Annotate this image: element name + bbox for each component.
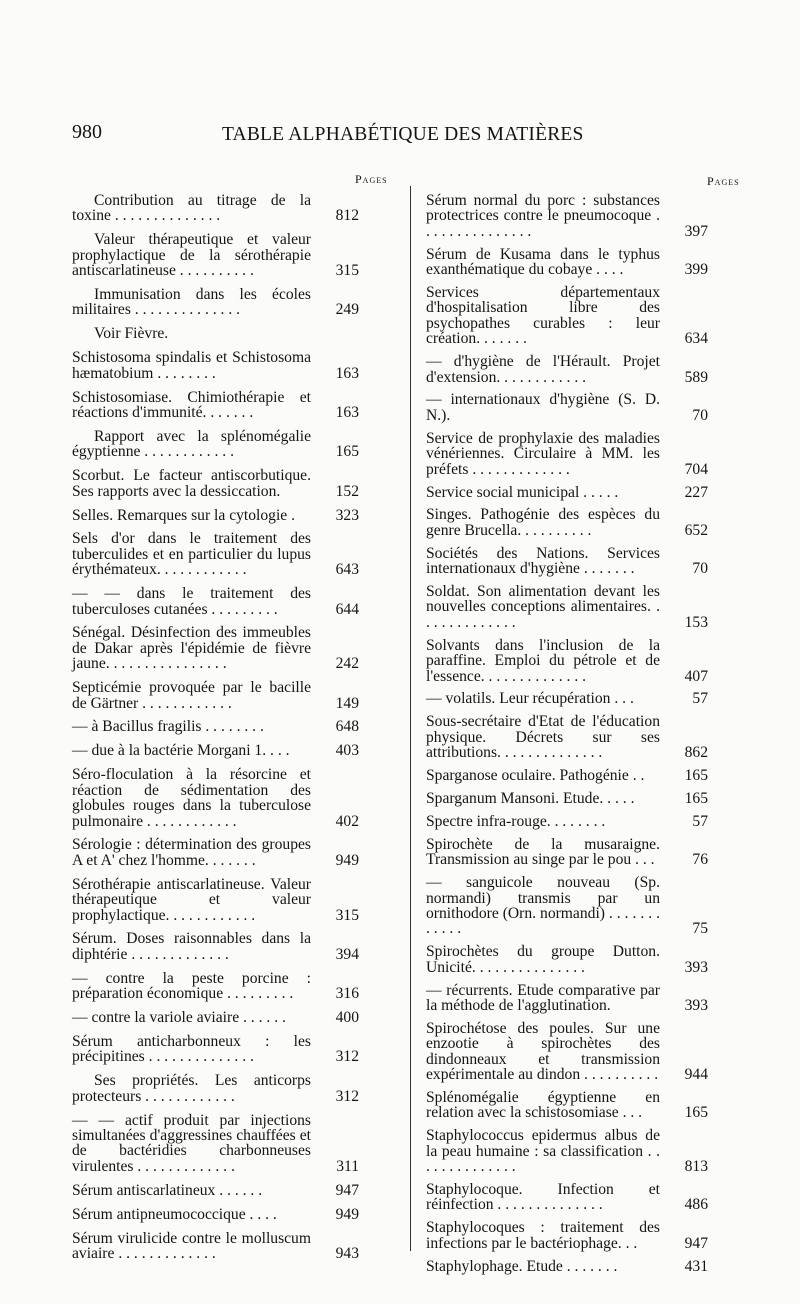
index-entry bbox=[426, 1220, 708, 1251]
entry-page-number: 943 bbox=[335, 1244, 359, 1262]
index-entry bbox=[426, 392, 708, 423]
entry-text: Séro-floculation à la résorcine et réaction de sédimentation des globules rouges dans la tuberculose pulmonaire . . . . . . . . . . . . bbox=[72, 766, 311, 830]
entry-page-number: 315 bbox=[335, 906, 359, 924]
index-entry bbox=[72, 531, 359, 577]
entry-text: Rapport avec la splénomégalie égyptienne . . . . . . . . . . . . bbox=[72, 427, 311, 461]
index-entry bbox=[72, 468, 359, 499]
index-entry bbox=[72, 680, 359, 711]
index-entry bbox=[426, 1182, 708, 1213]
entry-page-number: 165 bbox=[684, 1104, 708, 1122]
entry-page-number: 812 bbox=[335, 207, 359, 225]
entry-page-number: 589 bbox=[684, 368, 708, 386]
entry-page-number: 323 bbox=[335, 506, 359, 524]
entry-page-number: 227 bbox=[684, 483, 708, 501]
entry-page-number: 402 bbox=[335, 812, 359, 830]
entry-text: Spirochétose des poules. Sur une enzootie à spirochètes des dindonneaux et transmission expérimentale au dindon . . . . . . . . . . bbox=[426, 1019, 660, 1084]
index-entry bbox=[72, 1231, 359, 1262]
index-entry bbox=[72, 931, 359, 962]
entry-page-number: 249 bbox=[335, 301, 359, 319]
entry-text: Sous-secrétaire d'Etat de l'éducation physique. Décrets sur ses attributions. . . . . . . . . . . . . . bbox=[426, 713, 660, 762]
entry-text: Services départementaux d'hospitalisation libre des psychopathes curables : leur création. . . . . . . bbox=[426, 284, 660, 348]
entry-page-number: 648 bbox=[335, 718, 359, 736]
index-entry bbox=[72, 837, 359, 868]
index-entry bbox=[426, 193, 708, 239]
index-entry bbox=[72, 1010, 359, 1025]
pages-column-heading-left: Pages bbox=[355, 172, 388, 186]
entry-text: Staphylococcus epidermus albus de la peau humaine : sa classification . . . . . . . . . . . . . . bbox=[426, 1127, 660, 1176]
entry-text: Soldat. Son alimentation devant les nouvelles conceptions alimentaires. . . . . . . . . . . . . . bbox=[426, 583, 660, 631]
entry-page-number: 652 bbox=[684, 521, 708, 539]
entry-page-number: 311 bbox=[336, 1157, 359, 1175]
index-entry bbox=[72, 625, 359, 671]
entry-page-number: 75 bbox=[692, 920, 708, 938]
index-entry bbox=[72, 232, 359, 278]
index-column-right bbox=[426, 193, 708, 1282]
entry-text: Sérum normal du porc : substances protectrices contre le pneumocoque . . . . . . . . . . . . . . . bbox=[426, 192, 660, 240]
entry-page-number: 152 bbox=[335, 482, 359, 500]
entry-text: Sels d'or dans le traitement des tuberculides et en particulier du lupus érythémateux. . . . . . . . . . . . bbox=[72, 530, 311, 579]
entry-page-number: 949 bbox=[335, 1205, 359, 1223]
entry-text: Sérum anticharbonneux : les précipitines . . . . . . . . . . . . . . bbox=[72, 1032, 311, 1066]
entry-text: — à Bacillus fragilis . . . . . . . . bbox=[72, 718, 264, 736]
entry-text: Ses propriétés. Les anticorps protecteurs . . . . . . . . . . . . bbox=[72, 1072, 311, 1105]
entry-text: Sérum antiscarlatineux . . . . . . bbox=[72, 1181, 263, 1199]
page-title: TABLE ALPHABÉTIQUE DES MATIÈRES bbox=[222, 124, 584, 145]
entry-text: Service de prophylaxie des maladies vénériennes. Circulaire à MM. les préfets . . . . . . . . . . . . . bbox=[426, 429, 660, 478]
entry-text: Voir Fièvre. bbox=[94, 325, 169, 343]
index-entry bbox=[426, 485, 708, 500]
entry-page-number: 316 bbox=[335, 985, 359, 1003]
index-entry bbox=[426, 814, 708, 829]
entry-text: Staphylocoque. Infection et réinfection . . . . . . . . . . . . . . bbox=[426, 1181, 660, 1214]
entry-text: — internationaux d'hygiène (S. D. N.). bbox=[426, 391, 660, 424]
entry-text: — due à la bactérie Morgani 1. . . . bbox=[72, 742, 290, 760]
entry-text: — contre la peste porcine : préparation économique . . . . . . . . . bbox=[72, 969, 311, 1003]
entry-page-number: 57 bbox=[692, 812, 708, 830]
entry-page-number: 486 bbox=[684, 1196, 708, 1214]
entry-page-number: 165 bbox=[335, 443, 359, 461]
entry-page-number: 70 bbox=[692, 406, 708, 424]
index-entry bbox=[72, 877, 359, 923]
index-entry bbox=[72, 1073, 359, 1104]
column-divider bbox=[410, 186, 411, 1251]
entry-page-number: 315 bbox=[335, 262, 359, 280]
entry-text: — d'hygiène de l'Hérault. Projet d'extension. . . . . . . . . . . . bbox=[426, 353, 660, 386]
entry-page-number: 76 bbox=[692, 851, 708, 869]
entry-page-number: 643 bbox=[335, 561, 359, 579]
entry-page-number: 944 bbox=[684, 1066, 708, 1084]
entry-page-number: 393 bbox=[684, 996, 708, 1014]
index-entry bbox=[72, 508, 359, 523]
entry-text: — — dans le traitement des tuberculoses cutanées . . . . . . . . . bbox=[72, 585, 311, 618]
entry-page-number: 949 bbox=[335, 851, 359, 869]
index-entry bbox=[426, 584, 708, 630]
entry-text: Service social municipal . . . . . bbox=[426, 483, 619, 501]
index-entry bbox=[426, 714, 708, 760]
entry-page-number: 399 bbox=[684, 261, 708, 279]
entry-text: — volatils. Leur récupération . . . bbox=[426, 690, 634, 708]
index-entry bbox=[426, 507, 708, 538]
entry-text: Solvants dans l'inclusion de la paraffine. Emploi du pétrole et de l'essence. . . . . . . . . . . . . . bbox=[426, 636, 660, 685]
entry-text: Scorbut. Le facteur antiscorbutique. Ses rapports avec la dessiccation. bbox=[72, 467, 311, 500]
index-entry bbox=[72, 971, 359, 1002]
index-entry bbox=[426, 944, 708, 975]
entry-text: Staphylophage. Etude . . . . . . . bbox=[426, 1257, 618, 1275]
entry-text: — sanguicole nouveau (Sp. normandi) transmis par un ornithodore (Orn. normandi) . . . . . . . . . . . . bbox=[426, 874, 660, 938]
index-entry bbox=[426, 431, 708, 477]
entry-text: — — actif produit par injections simultanées d'aggressines chauffées et de bactéridies charbonneuses virulentes . . . . . . . . . . . . . bbox=[72, 1111, 311, 1175]
entry-text: Schistosoma spindalis et Schistosoma hæmatobium . . . . . . . . bbox=[72, 349, 311, 382]
index-entry bbox=[426, 1128, 708, 1174]
index-entry bbox=[72, 326, 359, 341]
entry-text: Sérologie : détermination des groupes A et A' chez l'homme. . . . . . . bbox=[72, 836, 311, 869]
entry-text: Contribution au titrage de la toxine . . . . . . . . . . . . . . bbox=[72, 192, 311, 225]
entry-text: Splénomégalie égyptienne en relation avec la schistosomiase . . . bbox=[426, 1089, 660, 1122]
entry-text: Immunisation dans les écoles militaires . . . . . . . . . . . . . . bbox=[72, 286, 311, 319]
entry-page-number: 634 bbox=[684, 330, 708, 348]
index-entry bbox=[72, 743, 359, 758]
entry-text: Spirochète de la musaraigne. Transmission au singe par le pou . . . bbox=[426, 835, 660, 869]
entry-text: Staphylocoques : traitement des infections par le bactériophage. . . bbox=[426, 1219, 660, 1252]
entry-page-number: 813 bbox=[684, 1158, 708, 1176]
entry-text: Sociétés des Nations. Services internationaux d'hygiène . . . . . . . bbox=[426, 544, 660, 578]
index-entry bbox=[426, 1090, 708, 1121]
entry-text: Sérum antipneumococcique . . . . bbox=[72, 1205, 277, 1223]
entry-page-number: 70 bbox=[692, 560, 708, 578]
pages-column-heading-right: Pages bbox=[707, 174, 740, 188]
index-entry bbox=[426, 247, 708, 278]
index-entry bbox=[72, 719, 359, 734]
entry-page-number: 163 bbox=[335, 403, 359, 421]
entry-text: Spectre infra-rouge. . . . . . . . bbox=[426, 812, 606, 830]
entry-text: Sénégal. Désinfection des immeubles de Dakar après l'épidémie de fièvre jaune. . . . . . . . . . . . . . . . bbox=[72, 624, 311, 673]
index-entry bbox=[426, 354, 708, 385]
index-entry bbox=[72, 1207, 359, 1222]
entry-page-number: 165 bbox=[684, 790, 708, 807]
entry-page-number: 163 bbox=[335, 364, 359, 382]
index-entry bbox=[72, 767, 359, 829]
entry-text: — contre la variole aviaire . . . . . . bbox=[72, 1009, 286, 1027]
index-entry bbox=[426, 791, 708, 806]
index-entry bbox=[426, 875, 708, 937]
entry-text: Sparganose oculaire. Pathogénie . . bbox=[426, 767, 645, 785]
entry-page-number: 312 bbox=[335, 1048, 359, 1066]
entry-text: Septicémie provoquée par le bacille de Gärtner . . . . . . . . . . . . bbox=[72, 679, 311, 712]
index-entry bbox=[72, 429, 359, 460]
index-entry bbox=[426, 1259, 708, 1274]
entry-text: Schistosomiase. Chimiothérapie et réactions d'immunité. . . . . . . bbox=[72, 388, 311, 421]
entry-page-number: 153 bbox=[684, 613, 708, 631]
entry-page-number: 431 bbox=[684, 1257, 708, 1275]
entry-page-number: 312 bbox=[335, 1087, 359, 1105]
index-entry bbox=[72, 1183, 359, 1198]
entry-page-number: 394 bbox=[335, 945, 359, 963]
entry-text: Sérum. Doses raisonnables dans la diphtérie . . . . . . . . . . . . . bbox=[72, 930, 311, 963]
entry-text: Spirochètes du groupe Dutton. Unicité. . . . . . . . . . . . . . . bbox=[426, 943, 660, 976]
entry-text: Sparganum Mansoni. Etude. . . . . bbox=[426, 790, 635, 807]
entry-page-number: 862 bbox=[684, 744, 708, 762]
entry-text: Sérum de Kusama dans le typhus exanthématique du cobaye . . . . bbox=[426, 245, 660, 279]
index-entry bbox=[426, 983, 708, 1014]
entry-text: Sérum virulicide contre le molluscum aviaire . . . . . . . . . . . . . bbox=[72, 1229, 311, 1262]
index-entry bbox=[426, 691, 708, 706]
entry-page-number: 644 bbox=[335, 600, 359, 618]
index-entry bbox=[426, 546, 708, 577]
entry-page-number: 165 bbox=[684, 767, 708, 785]
entry-page-number: 242 bbox=[335, 655, 359, 673]
index-entry bbox=[72, 1113, 359, 1175]
entry-page-number: 947 bbox=[684, 1234, 708, 1252]
entry-page-number: 704 bbox=[684, 460, 708, 478]
entry-text: Sérothérapie antiscarlatineuse. Valeur thérapeutique et valeur prophylactique. . . . . . . . . . . . bbox=[72, 875, 311, 924]
index-entry bbox=[72, 586, 359, 617]
entry-page-number: 397 bbox=[684, 222, 708, 240]
index-entry bbox=[72, 287, 359, 318]
entry-page-number: 403 bbox=[335, 742, 359, 760]
entry-page-number: 149 bbox=[335, 694, 359, 712]
entry-page-number: 393 bbox=[684, 958, 708, 976]
entry-text: Selles. Remarques sur la cytologie . bbox=[72, 506, 296, 524]
index-entry bbox=[426, 285, 708, 347]
entry-text: Singes. Pathogénie des espèces du genre Brucella. . . . . . . . . . bbox=[426, 506, 660, 539]
entry-page-number: 57 bbox=[692, 690, 708, 708]
page-number: 980 bbox=[72, 121, 102, 143]
index-entry bbox=[72, 1034, 359, 1065]
entry-text: Valeur thérapeutique et valeur prophylactique de la sérothérapie antiscarlatineuse . . . . . . . . . . bbox=[72, 231, 311, 280]
index-column-left bbox=[72, 193, 359, 1270]
index-entry bbox=[426, 1021, 708, 1083]
index-entry bbox=[72, 390, 359, 421]
index-entry bbox=[72, 193, 359, 224]
index-entry bbox=[426, 768, 708, 783]
index-entry bbox=[426, 638, 708, 684]
entry-page-number: 400 bbox=[335, 1009, 359, 1027]
entry-text: — récurrents. Etude comparative par la méthode de l'agglutination. bbox=[426, 981, 660, 1014]
entry-page-number: 947 bbox=[335, 1181, 359, 1199]
entry-page-number: 407 bbox=[684, 667, 708, 685]
index-entry bbox=[72, 350, 359, 381]
index-entry bbox=[426, 837, 708, 868]
